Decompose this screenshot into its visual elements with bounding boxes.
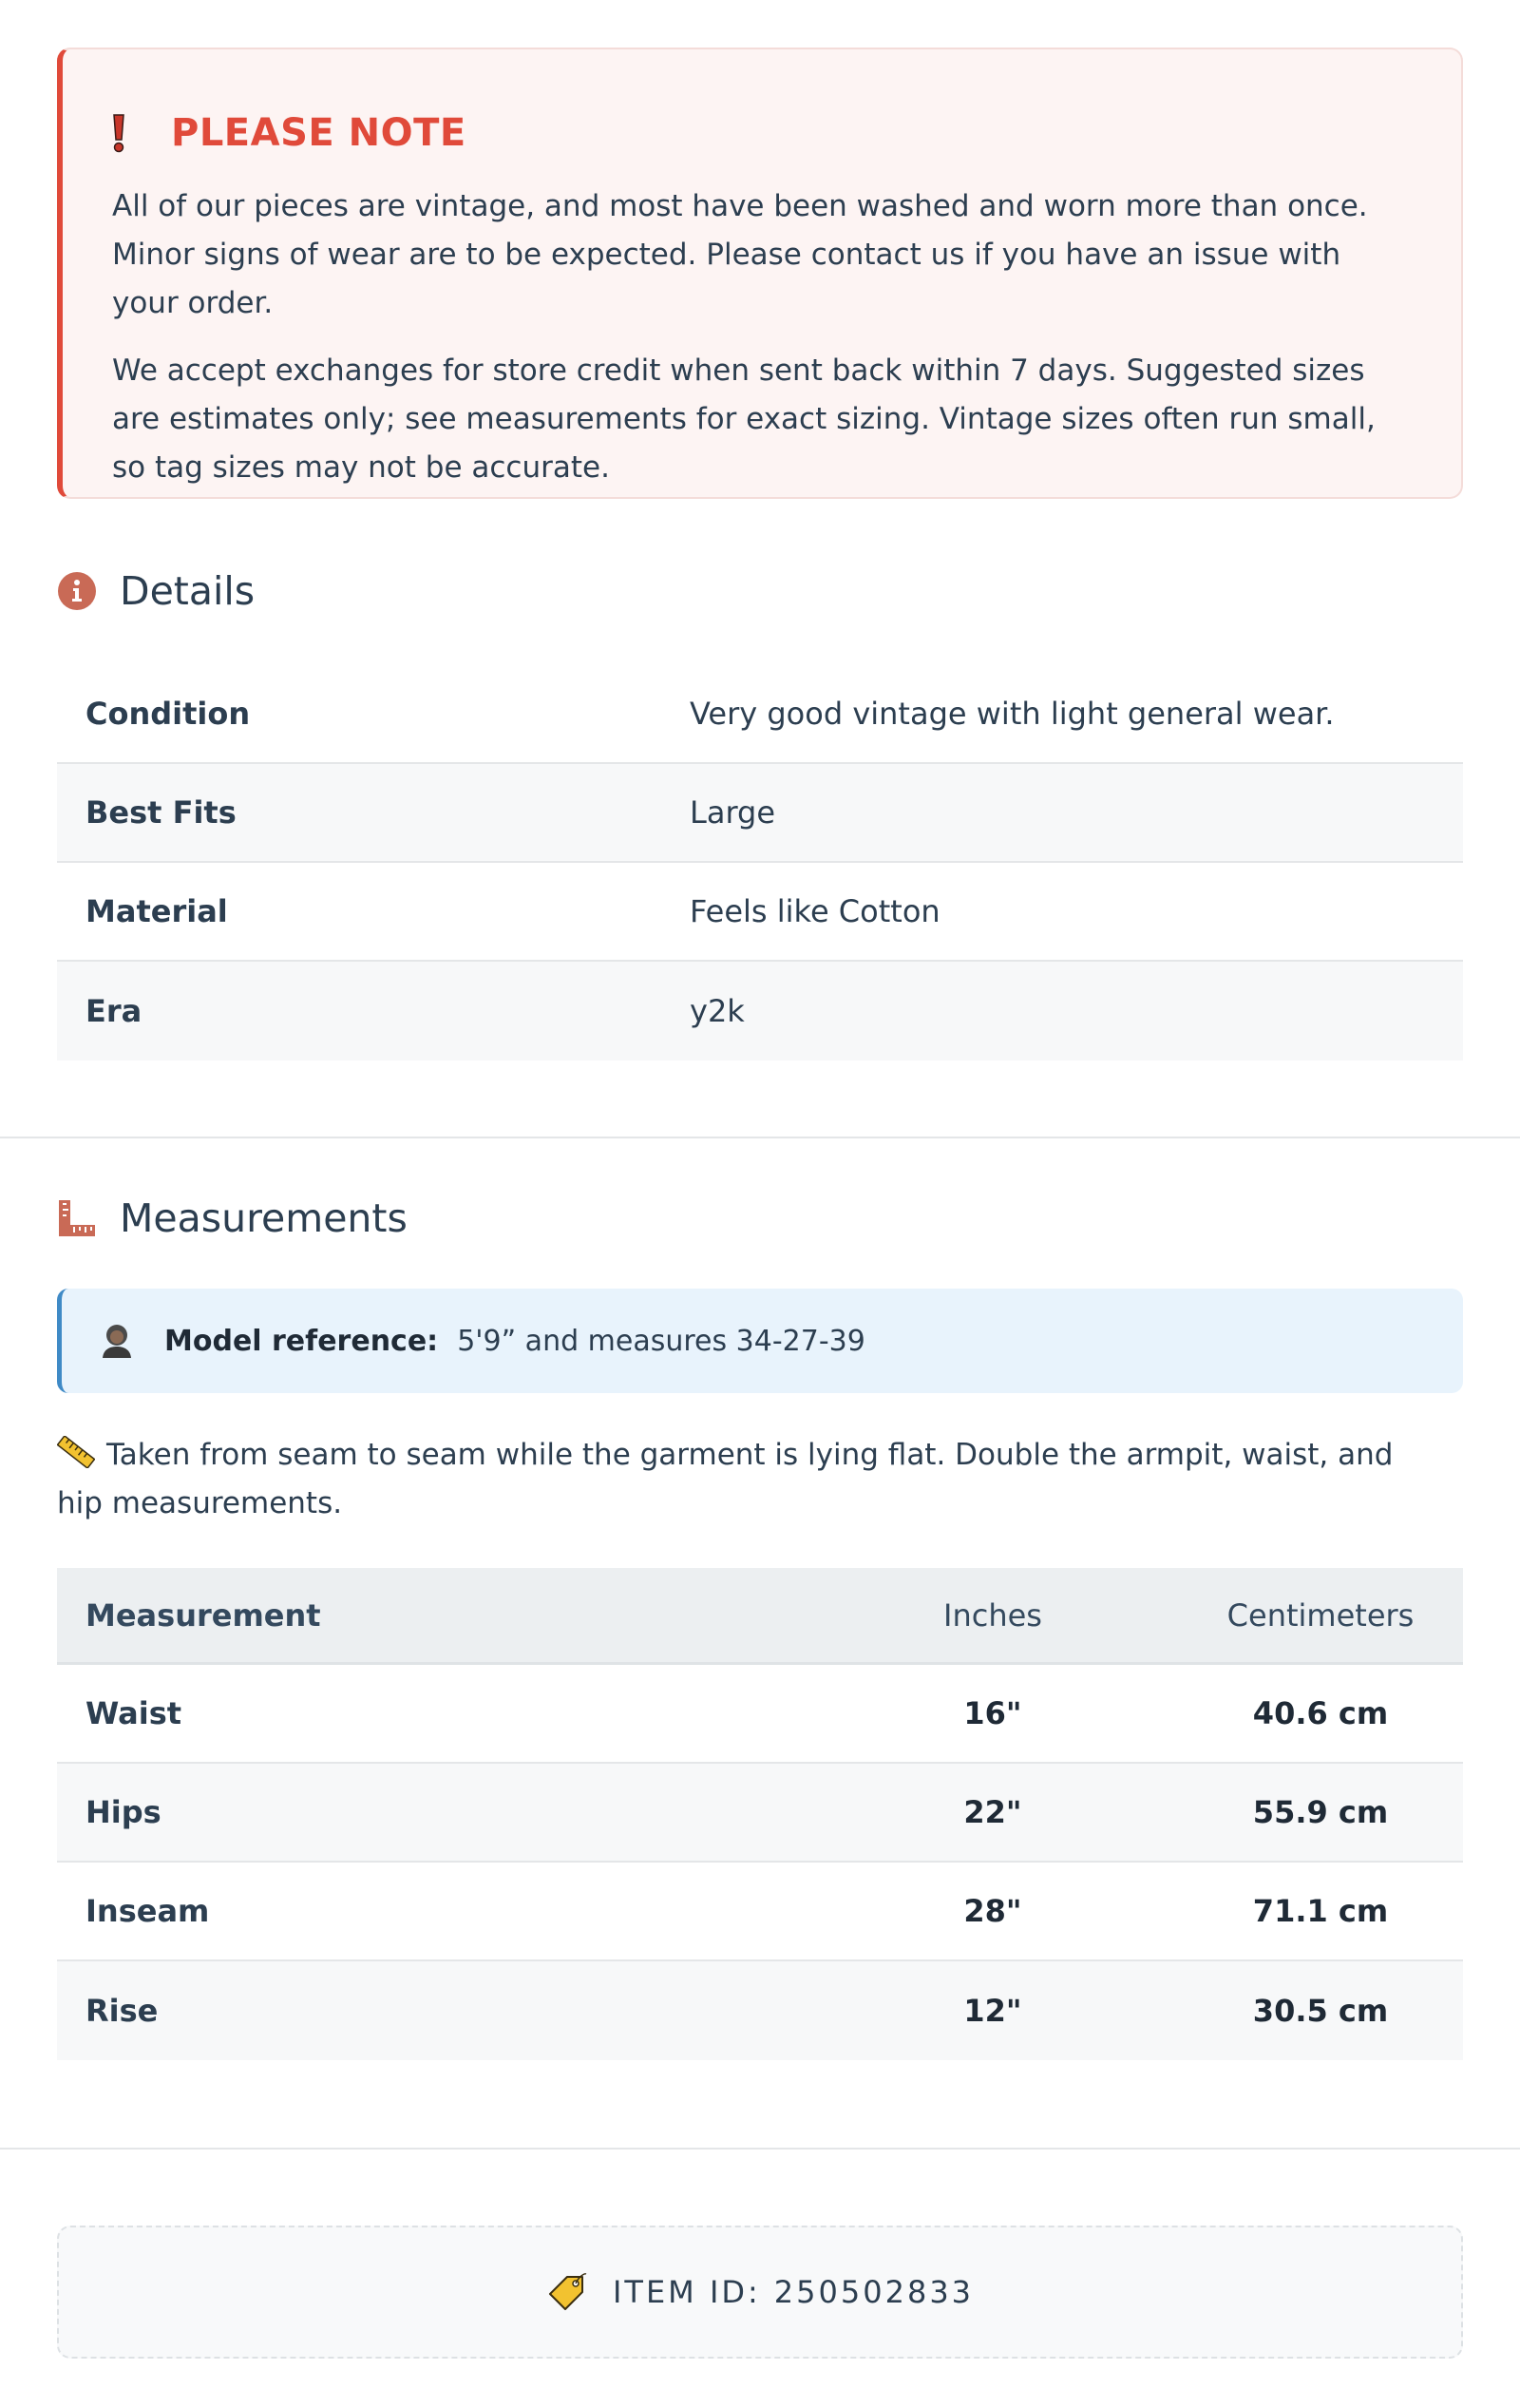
detail-value: Very good vintage with light general wear. [690, 696, 1335, 732]
table-row [57, 1863, 1463, 1961]
section-divider [0, 1137, 1520, 1138]
measurements-table [57, 1568, 1463, 2060]
notice-header [112, 108, 1412, 158]
measurement-inches: 22" [963, 1794, 1022, 1830]
measurement-cm: 40.6 cm [1252, 1695, 1389, 1731]
table-row [57, 665, 1463, 764]
detail-label: Material [86, 893, 228, 929]
measurement-name: Rise [86, 1993, 159, 2029]
detail-label: Best Fits [86, 794, 237, 831]
details-heading [57, 568, 255, 614]
table-row [57, 1961, 1463, 2060]
notice-title: PLEASE NOTE [171, 111, 466, 155]
detail-label: Condition [86, 696, 251, 732]
section-divider [0, 2148, 1520, 2150]
person-icon [98, 1322, 136, 1360]
table-row [57, 1764, 1463, 1863]
column-header: Centimeters [1226, 1596, 1415, 1634]
measurement-inches: 12" [963, 1993, 1022, 2029]
exclamation-icon [112, 111, 142, 155]
info-circle-icon [57, 571, 97, 611]
table-header [57, 1568, 1463, 1665]
item-id-label: ITEM ID: [612, 2274, 761, 2310]
notice-paragraph: We accept exchanges for store credit when sent back within 7 days. Suggested sizes are estimates only; see measurements for exact sizing. Vintage sizes often run small, so tag sizes may not be accurate. [112, 354, 1376, 485]
section-title: Measurements [120, 1195, 408, 1241]
measurement-note [57, 1431, 1425, 1528]
model-reference-label: Model reference: [164, 1324, 439, 1358]
detail-value: y2k [690, 993, 745, 1029]
details-table [57, 665, 1463, 1061]
tag-icon [546, 2271, 588, 2313]
measurement-note-text: Taken from seam to seam while the garment is lying flat. Double the armpit, waist, and hip measurements. [57, 1438, 1394, 1520]
measurement-inches: 16" [963, 1695, 1022, 1731]
detail-value: Large [690, 794, 776, 831]
section-title: Details [120, 568, 256, 614]
measurement-cm: 55.9 cm [1252, 1794, 1389, 1830]
measurements-heading [57, 1195, 408, 1241]
measurement-cm: 71.1 cm [1252, 1893, 1389, 1929]
table-row [57, 962, 1463, 1061]
measurement-name: Inseam [86, 1893, 210, 1929]
detail-value: Feels like Cotton [690, 893, 940, 929]
column-header: Inches [943, 1596, 1042, 1634]
table-row [57, 764, 1463, 863]
table-row [57, 1665, 1463, 1764]
notice-box [57, 48, 1463, 499]
measurement-cm: 30.5 cm [1252, 1993, 1389, 2029]
table-row [57, 863, 1463, 962]
model-reference-box [57, 1289, 1463, 1393]
measurement-name: Hips [86, 1794, 162, 1830]
notice-paragraph: All of our pieces are vintage, and most have been washed and worn more than once. Minor signs of wear are to be expected. Please contact us if you have an issue with your order. [112, 189, 1368, 320]
measurement-inches: 28" [963, 1893, 1022, 1929]
measurement-name: Waist [86, 1695, 182, 1731]
ruler-icon [57, 1198, 97, 1238]
straight-ruler-icon [57, 1435, 95, 1467]
item-id-value: 250502833 [773, 2274, 975, 2310]
detail-label: Era [86, 993, 142, 1029]
model-reference-text: 5'9” and measures 34-27-39 [457, 1324, 865, 1358]
item-id-box [57, 2226, 1463, 2359]
column-header: Measurement [86, 1596, 321, 1634]
